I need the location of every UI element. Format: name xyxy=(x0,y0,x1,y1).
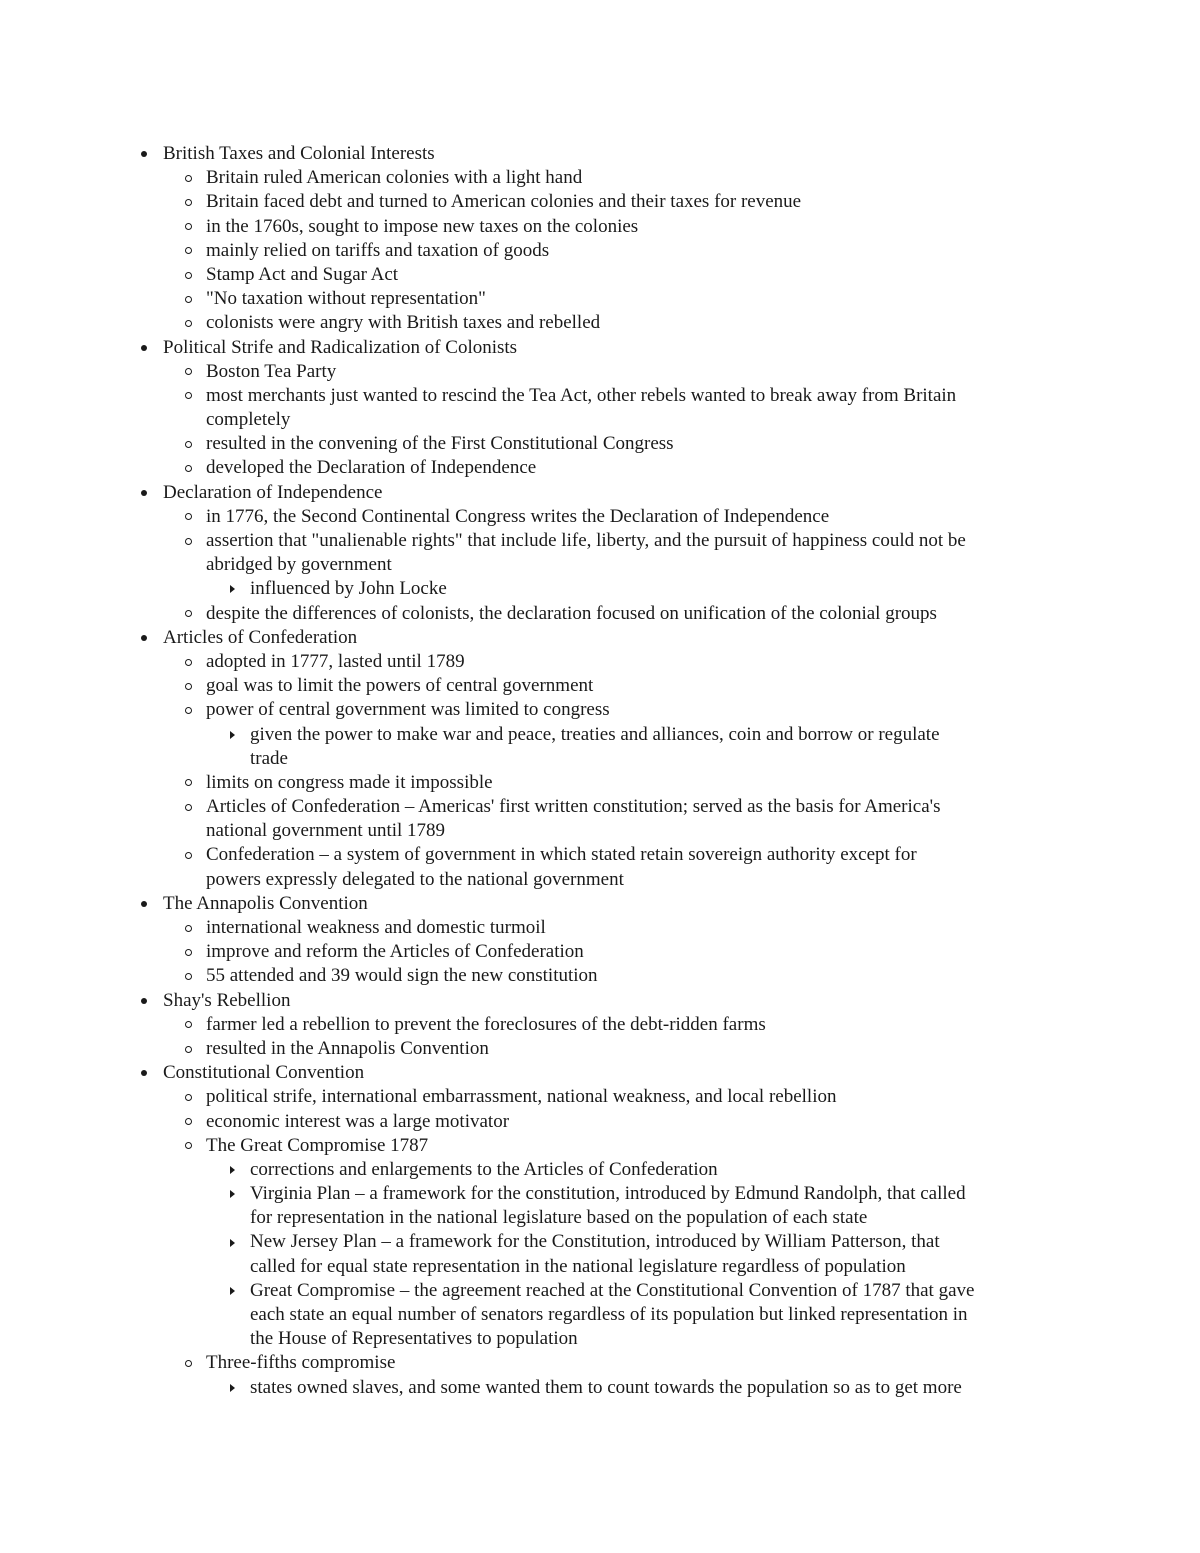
bullet-circle-icon xyxy=(183,1013,193,1037)
list-item-level-1 xyxy=(0,1061,1200,1085)
bullet-circle-icon xyxy=(183,239,193,263)
list-item-text: New Jersey Plan – a framework for the Constitution, introduced by William Patterson, that xyxy=(250,1231,940,1253)
bullet-circle-icon xyxy=(183,432,193,456)
bullet-triangle-icon xyxy=(227,577,237,601)
list-item-level-2 xyxy=(0,215,1200,239)
bullet-triangle-icon xyxy=(227,1158,237,1182)
list-item-continuation xyxy=(0,408,1200,432)
list-item-level-3 xyxy=(0,723,1200,747)
notes-outline xyxy=(0,142,1200,1400)
list-item-level-1 xyxy=(0,626,1200,650)
bullet-dot-icon xyxy=(139,626,149,650)
list-item-level-2 xyxy=(0,505,1200,529)
list-item-level-3 xyxy=(0,1230,1200,1254)
bullet-circle-icon xyxy=(183,1134,193,1158)
bullet-circle-icon xyxy=(183,1085,193,1109)
bullet-circle-icon xyxy=(183,287,193,311)
list-item-text: given the power to make war and peace, treaties and alliances, coin and borrow or regulate xyxy=(250,723,940,745)
list-item-continuation xyxy=(0,1206,1200,1230)
list-item-level-1 xyxy=(0,336,1200,360)
list-item-text: Confederation – a system of government in which stated retain sovereign authority except for xyxy=(206,844,917,866)
list-item-text: farmer led a rebellion to prevent the foreclosures of the debt-ridden farms xyxy=(206,1013,766,1035)
bullet-circle-icon xyxy=(183,1037,193,1061)
list-item-level-2 xyxy=(0,263,1200,287)
bullet-circle-icon xyxy=(183,674,193,698)
list-item-text: political strife, international embarrassment, national weakness, and local rebellion xyxy=(206,1086,837,1108)
list-item-text: the House of Representatives to population xyxy=(250,1328,578,1350)
bullet-circle-icon xyxy=(183,360,193,384)
list-item-text: states owned slaves, and some wanted them to count towards the population so as to get more xyxy=(250,1376,962,1398)
list-item-level-2 xyxy=(0,964,1200,988)
list-item-level-2 xyxy=(0,239,1200,263)
list-item-level-2 xyxy=(0,843,1200,867)
bullet-circle-icon xyxy=(183,505,193,529)
list-item-level-1 xyxy=(0,142,1200,166)
list-item-text: Britain ruled American colonies with a light hand xyxy=(206,167,583,189)
list-item-text: called for equal state representation in the national legislature regardless of population xyxy=(250,1255,906,1277)
bullet-triangle-icon xyxy=(227,1279,237,1303)
bullet-circle-icon xyxy=(183,843,193,867)
list-item-level-2 xyxy=(0,1351,1200,1375)
list-item-level-2 xyxy=(0,166,1200,190)
list-item-text: resulted in the Annapolis Convention xyxy=(206,1037,489,1059)
bullet-circle-icon xyxy=(183,190,193,214)
list-item-level-2 xyxy=(0,190,1200,214)
list-item-text: Britain faced debt and turned to American colonies and their taxes for revenue xyxy=(206,191,802,213)
list-item-text: international weakness and domestic turmoil xyxy=(206,917,546,938)
list-item-text: economic interest was a large motivator xyxy=(206,1110,510,1132)
bullet-dot-icon xyxy=(139,142,149,166)
list-item-text: national government until 1789 xyxy=(206,820,446,842)
list-item-level-2 xyxy=(0,602,1200,626)
bullet-circle-icon xyxy=(183,602,193,626)
list-item-text: goal was to limit the powers of central government xyxy=(206,675,594,697)
list-item-text: assertion that "unalienable rights" that include life, liberty, and the pursuit of happiness could not be xyxy=(206,530,966,551)
list-item-continuation xyxy=(0,868,1200,892)
list-item-continuation xyxy=(0,819,1200,843)
list-item-continuation xyxy=(0,1327,1200,1351)
list-item-text: despite the differences of colonists, the declaration focused on unification of the colonial groups xyxy=(206,602,937,624)
list-item-text: abridged by government xyxy=(206,554,392,576)
bullet-dot-icon xyxy=(139,892,149,916)
list-item-text: corrections and enlargements to the Articles of Confederation xyxy=(250,1158,718,1180)
list-item-text: trade xyxy=(250,747,288,769)
list-item-level-2 xyxy=(0,1134,1200,1158)
list-item-level-2 xyxy=(0,1037,1200,1061)
list-item-text: in the 1760s, sought to impose new taxes on the colonies xyxy=(206,215,639,237)
list-item-level-2 xyxy=(0,1085,1200,1109)
list-item-text: completely xyxy=(206,409,291,431)
list-item-level-2 xyxy=(0,940,1200,964)
list-item-text: Virginia Plan – a framework for the constitution, introduced by Edmund Randolph, that called xyxy=(250,1183,966,1205)
list-item-text: The Annapolis Convention xyxy=(163,892,368,914)
list-item-level-2 xyxy=(0,384,1200,408)
bullet-circle-icon xyxy=(183,263,193,287)
list-item-text: British Taxes and Colonial Interests xyxy=(163,143,435,164)
bullet-dot-icon xyxy=(139,481,149,505)
list-item-level-2 xyxy=(0,360,1200,384)
list-item-text: Stamp Act and Sugar Act xyxy=(206,263,399,285)
list-item-text: resulted in the convening of the First Constitutional Congress xyxy=(206,433,674,455)
bullet-circle-icon xyxy=(183,1351,193,1375)
bullet-circle-icon xyxy=(183,215,193,239)
bullet-dot-icon xyxy=(139,336,149,360)
list-item-text: adopted in 1777, lasted until 1789 xyxy=(206,650,465,672)
list-item-text: "No taxation without representation" xyxy=(206,288,486,310)
list-item-text: powers expressly delegated to the national government xyxy=(206,868,624,890)
bullet-circle-icon xyxy=(183,964,193,988)
list-item-text: developed the Declaration of Independence xyxy=(206,457,537,479)
list-item-level-2 xyxy=(0,456,1200,480)
bullet-circle-icon xyxy=(183,166,193,190)
bullet-dot-icon xyxy=(139,989,149,1013)
list-item-text: The Great Compromise 1787 xyxy=(206,1134,429,1156)
list-item-level-1 xyxy=(0,481,1200,505)
list-item-level-3 xyxy=(0,1158,1200,1182)
list-item-level-2 xyxy=(0,1110,1200,1134)
list-item-text: Three-fifths compromise xyxy=(206,1352,396,1374)
list-item-level-3 xyxy=(0,1376,1200,1400)
list-item-text: mainly relied on tariffs and taxation of goods xyxy=(206,239,550,261)
list-item-text: colonists were angry with British taxes and rebelled xyxy=(206,312,601,334)
bullet-circle-icon xyxy=(183,650,193,674)
bullet-circle-icon xyxy=(183,529,193,553)
list-item-text: Shay's Rebellion xyxy=(163,989,291,1011)
bullet-circle-icon xyxy=(183,795,193,819)
list-item-level-2 xyxy=(0,771,1200,795)
list-item-level-2 xyxy=(0,795,1200,819)
list-item-level-2 xyxy=(0,432,1200,456)
bullet-circle-icon xyxy=(183,311,193,335)
list-item-level-2 xyxy=(0,916,1200,940)
list-item-text: in 1776, the Second Continental Congress writes the Declaration of Independence xyxy=(206,505,830,527)
list-item-level-1 xyxy=(0,989,1200,1013)
list-item-level-3 xyxy=(0,1279,1200,1303)
list-item-text: Political Strife and Radicalization of Colonists xyxy=(163,336,518,358)
bullet-circle-icon xyxy=(183,698,193,722)
list-item-text: power of central government was limited to congress xyxy=(206,699,610,721)
bullet-circle-icon xyxy=(183,771,193,795)
list-item-text: Articles of Confederation – Americas' first written constitution; served as the basis for America's xyxy=(206,796,941,818)
list-item-text: 55 attended and 39 would sign the new constitution xyxy=(206,965,598,987)
bullet-triangle-icon xyxy=(227,1230,237,1254)
list-item-text: each state an equal number of senators regardless of its population but linked representation in xyxy=(250,1304,968,1325)
list-item-level-1 xyxy=(0,892,1200,916)
bullet-dot-icon xyxy=(139,1061,149,1085)
bullet-circle-icon xyxy=(183,1110,193,1134)
bullet-triangle-icon xyxy=(227,1182,237,1206)
bullet-circle-icon xyxy=(183,456,193,480)
list-item-continuation xyxy=(0,747,1200,771)
list-item-level-2 xyxy=(0,287,1200,311)
list-item-level-3 xyxy=(0,1182,1200,1206)
list-item-text: Boston Tea Party xyxy=(206,360,337,382)
list-item-level-2 xyxy=(0,698,1200,722)
list-item-level-2 xyxy=(0,529,1200,553)
list-item-continuation xyxy=(0,1255,1200,1279)
bullet-triangle-icon xyxy=(227,723,237,747)
list-item-continuation xyxy=(0,1303,1200,1327)
list-item-text: limits on congress made it impossible xyxy=(206,771,493,793)
list-item-text: Articles of Confederation xyxy=(163,626,358,648)
bullet-triangle-icon xyxy=(227,1376,237,1400)
list-item-text: Declaration of Independence xyxy=(163,481,383,503)
bullet-circle-icon xyxy=(183,384,193,408)
list-item-text: Constitutional Convention xyxy=(163,1062,365,1084)
bullet-circle-icon xyxy=(183,916,193,940)
list-item-text: Great Compromise – the agreement reached at the Constitutional Convention of 1787 that gave xyxy=(250,1279,975,1301)
list-item-level-2 xyxy=(0,311,1200,335)
list-item-text: most merchants just wanted to rescind the Tea Act, other rebels wanted to break away from Britain xyxy=(206,384,957,406)
list-item-level-2 xyxy=(0,674,1200,698)
list-item-level-2 xyxy=(0,1013,1200,1037)
list-item-text: influenced by John Locke xyxy=(250,578,447,600)
list-item-text: improve and reform the Articles of Confederation xyxy=(206,941,584,963)
list-item-text: for representation in the national legislature based on the population of each state xyxy=(250,1207,868,1229)
list-item-level-3 xyxy=(0,577,1200,601)
list-item-continuation xyxy=(0,553,1200,577)
list-item-level-2 xyxy=(0,650,1200,674)
bullet-circle-icon xyxy=(183,940,193,964)
